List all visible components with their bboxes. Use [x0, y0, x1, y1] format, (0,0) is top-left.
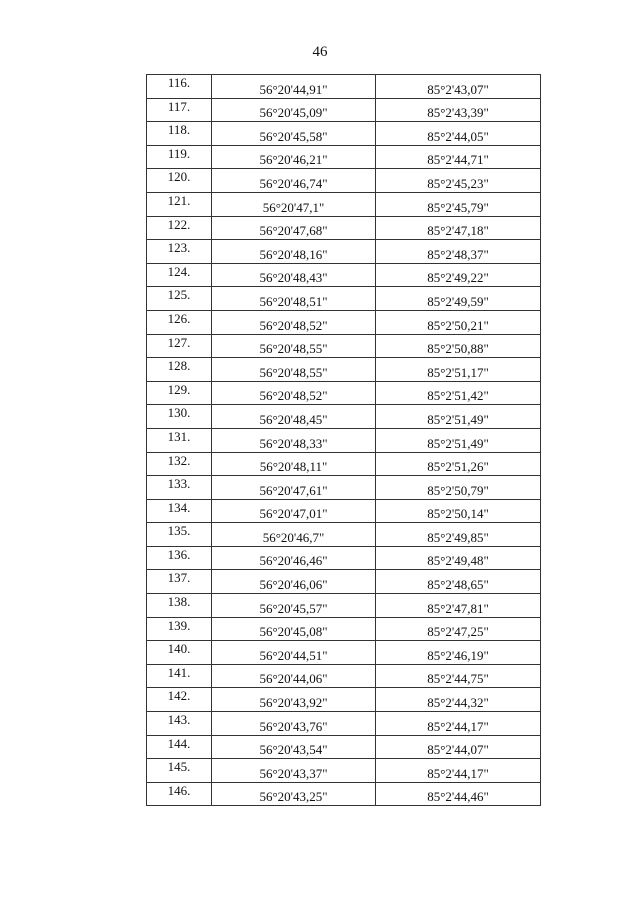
table-row — [147, 240, 541, 264]
table-row — [147, 617, 541, 641]
table-row — [147, 570, 541, 594]
latitude-cell: 56°20'44,51" — [212, 641, 376, 665]
longitude-cell: 85°2'50,79" — [376, 476, 541, 500]
table-row — [147, 263, 541, 287]
point-number-cell: 134. — [147, 499, 212, 523]
longitude-cell: 85°2'51,49" — [376, 428, 541, 452]
longitude-cell: 85°2'48,37" — [376, 240, 541, 264]
point-number-cell: 139. — [147, 617, 212, 641]
longitude-cell: 85°2'49,48" — [376, 546, 541, 570]
longitude-cell: 85°2'44,32" — [376, 688, 541, 712]
point-number-cell: 136. — [147, 546, 212, 570]
latitude-cell: 56°20'47,1" — [212, 192, 376, 216]
latitude-cell: 56°20'46,7" — [212, 523, 376, 547]
table-row — [147, 546, 541, 570]
latitude-cell: 56°20'48,33" — [212, 428, 376, 452]
latitude-cell: 56°20'48,16" — [212, 240, 376, 264]
point-number-cell: 127. — [147, 334, 212, 358]
longitude-cell: 85°2'50,88" — [376, 334, 541, 358]
longitude-cell: 85°2'47,18" — [376, 216, 541, 240]
point-number-cell: 118. — [147, 122, 212, 146]
table-row — [147, 310, 541, 334]
latitude-cell: 56°20'43,37" — [212, 759, 376, 783]
longitude-cell: 85°2'43,39" — [376, 98, 541, 122]
point-number-cell: 130. — [147, 405, 212, 429]
latitude-cell: 56°20'43,54" — [212, 735, 376, 759]
table-row — [147, 759, 541, 783]
longitude-cell: 85°2'50,14" — [376, 499, 541, 523]
point-number-cell: 116. — [147, 75, 212, 99]
latitude-cell: 56°20'44,06" — [212, 664, 376, 688]
point-number-cell: 133. — [147, 476, 212, 500]
table-row — [147, 428, 541, 452]
table-row — [147, 192, 541, 216]
table-row — [147, 287, 541, 311]
longitude-cell: 85°2'47,25" — [376, 617, 541, 641]
latitude-cell: 56°20'47,01" — [212, 499, 376, 523]
table-row — [147, 523, 541, 547]
point-number-cell: 117. — [147, 98, 212, 122]
latitude-cell: 56°20'44,91" — [212, 75, 376, 99]
table-row — [147, 499, 541, 523]
latitude-cell: 56°20'48,55" — [212, 334, 376, 358]
table-row — [147, 688, 541, 712]
latitude-cell: 56°20'45,58" — [212, 122, 376, 146]
latitude-cell: 56°20'48,45" — [212, 405, 376, 429]
table-row — [147, 169, 541, 193]
longitude-cell: 85°2'49,59" — [376, 287, 541, 311]
longitude-cell: 85°2'49,22" — [376, 263, 541, 287]
table-row — [147, 712, 541, 736]
table-row — [147, 405, 541, 429]
point-number-cell: 140. — [147, 641, 212, 665]
point-number-cell: 143. — [147, 712, 212, 736]
table-row — [147, 735, 541, 759]
latitude-cell: 56°20'48,11" — [212, 452, 376, 476]
latitude-cell: 56°20'45,09" — [212, 98, 376, 122]
longitude-cell: 85°2'46,19" — [376, 641, 541, 665]
longitude-cell: 85°2'44,17" — [376, 759, 541, 783]
point-number-cell: 137. — [147, 570, 212, 594]
latitude-cell: 56°20'48,51" — [212, 287, 376, 311]
table-row — [147, 664, 541, 688]
point-number-cell: 128. — [147, 358, 212, 382]
point-number-cell: 142. — [147, 688, 212, 712]
coordinates-table-body — [147, 75, 541, 806]
latitude-cell: 56°20'46,46" — [212, 546, 376, 570]
table-row — [147, 216, 541, 240]
latitude-cell: 56°20'43,76" — [212, 712, 376, 736]
longitude-cell: 85°2'51,26" — [376, 452, 541, 476]
longitude-cell: 85°2'50,21" — [376, 310, 541, 334]
longitude-cell: 85°2'44,46" — [376, 782, 541, 806]
latitude-cell: 56°20'48,43" — [212, 263, 376, 287]
longitude-cell: 85°2'45,23" — [376, 169, 541, 193]
longitude-cell: 85°2'51,42" — [376, 381, 541, 405]
latitude-cell: 56°20'43,25" — [212, 782, 376, 806]
point-number-cell: 119. — [147, 145, 212, 169]
longitude-cell: 85°2'44,71" — [376, 145, 541, 169]
table-row — [147, 358, 541, 382]
point-number-cell: 124. — [147, 263, 212, 287]
table-row — [147, 641, 541, 665]
point-number-cell: 129. — [147, 381, 212, 405]
table-row — [147, 122, 541, 146]
latitude-cell: 56°20'45,57" — [212, 594, 376, 618]
coordinates-table — [146, 74, 541, 806]
point-number-cell: 131. — [147, 428, 212, 452]
point-number-cell: 121. — [147, 192, 212, 216]
latitude-cell: 56°20'47,61" — [212, 476, 376, 500]
point-number-cell: 138. — [147, 594, 212, 618]
table-row — [147, 75, 541, 99]
latitude-cell: 56°20'46,74" — [212, 169, 376, 193]
longitude-cell: 85°2'48,65" — [376, 570, 541, 594]
table-row — [147, 98, 541, 122]
latitude-cell: 56°20'46,21" — [212, 145, 376, 169]
point-number-cell: 126. — [147, 310, 212, 334]
longitude-cell: 85°2'51,49" — [376, 405, 541, 429]
longitude-cell: 85°2'44,17" — [376, 712, 541, 736]
latitude-cell: 56°20'48,52" — [212, 381, 376, 405]
point-number-cell: 146. — [147, 782, 212, 806]
latitude-cell: 56°20'47,68" — [212, 216, 376, 240]
longitude-cell: 85°2'51,17" — [376, 358, 541, 382]
point-number-cell: 123. — [147, 240, 212, 264]
latitude-cell: 56°20'43,92" — [212, 688, 376, 712]
point-number-cell: 122. — [147, 216, 212, 240]
table-row — [147, 145, 541, 169]
latitude-cell: 56°20'46,06" — [212, 570, 376, 594]
table-row — [147, 452, 541, 476]
latitude-cell: 56°20'48,55" — [212, 358, 376, 382]
table-row — [147, 476, 541, 500]
latitude-cell: 56°20'48,52" — [212, 310, 376, 334]
longitude-cell: 85°2'47,81" — [376, 594, 541, 618]
latitude-cell: 56°20'45,08" — [212, 617, 376, 641]
table-row — [147, 782, 541, 806]
point-number-cell: 132. — [147, 452, 212, 476]
table-row — [147, 594, 541, 618]
point-number-cell: 145. — [147, 759, 212, 783]
longitude-cell: 85°2'44,07" — [376, 735, 541, 759]
point-number-cell: 120. — [147, 169, 212, 193]
point-number-cell: 141. — [147, 664, 212, 688]
longitude-cell: 85°2'49,85" — [376, 523, 541, 547]
longitude-cell: 85°2'43,07" — [376, 75, 541, 99]
table-row — [147, 381, 541, 405]
longitude-cell: 85°2'44,75" — [376, 664, 541, 688]
point-number-cell: 135. — [147, 523, 212, 547]
longitude-cell: 85°2'45,79" — [376, 192, 541, 216]
point-number-cell: 125. — [147, 287, 212, 311]
table-row — [147, 334, 541, 358]
page-number: 46 — [312, 44, 328, 60]
point-number-cell: 144. — [147, 735, 212, 759]
longitude-cell: 85°2'44,05" — [376, 122, 541, 146]
